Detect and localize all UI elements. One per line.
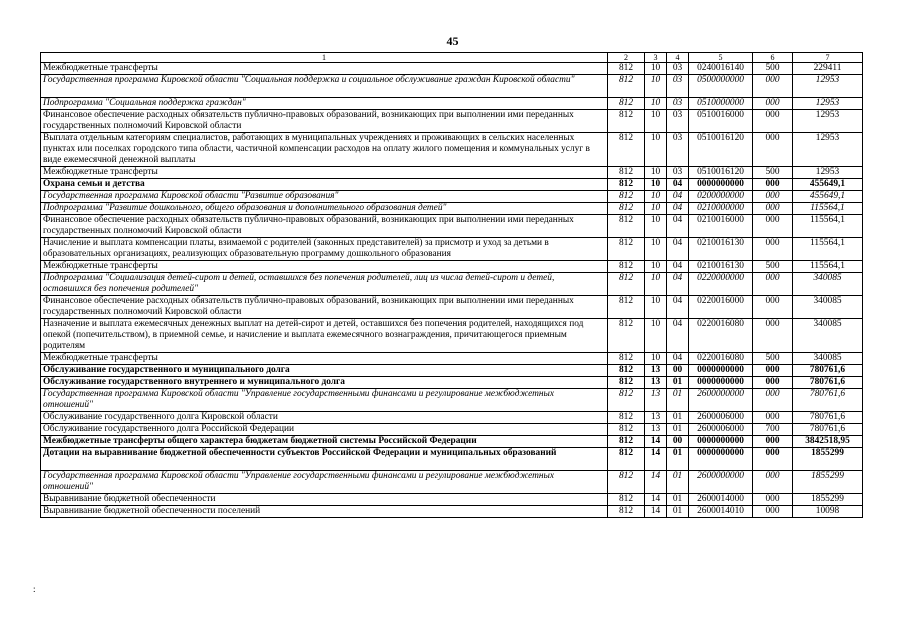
row-name: Подпрограмма "Социализация детей-сирот и детей, оставшихся без попечения родителей, лиц из числа детей-сирот и детей, оставшихся без попечения родителей" — [41, 273, 608, 296]
row-code-subsection: 04 — [667, 261, 689, 273]
row-name: Государственная программа Кировской области "Социальная поддержка и социальное обслуживание граждан Кировской области" — [41, 75, 608, 98]
table-row — [41, 179, 863, 191]
header-col-2: 2 — [608, 53, 645, 63]
row-code-target: 0000000000 — [689, 436, 753, 448]
row-code-target: 0210016000 — [689, 215, 753, 238]
row-code-section: 13 — [645, 424, 667, 436]
header-col-6: 6 — [753, 53, 793, 63]
row-code-subsection: 04 — [667, 273, 689, 296]
row-code-admin: 812 — [608, 238, 645, 261]
row-code-section: 10 — [645, 319, 667, 353]
header-col-3: 3 — [645, 53, 667, 63]
row-amount: 340085 — [793, 319, 863, 353]
row-code-section: 14 — [645, 448, 667, 471]
row-code-target: 2600006000 — [689, 424, 753, 436]
row-code-target: 2600000000 — [689, 389, 753, 412]
row-code-subsection: 01 — [667, 506, 689, 518]
table-row — [41, 63, 863, 75]
row-code-section: 10 — [645, 296, 667, 319]
table-row — [41, 215, 863, 238]
row-code-subsection: 01 — [667, 377, 689, 389]
table-row — [41, 436, 863, 448]
row-code-admin: 812 — [608, 75, 645, 98]
row-code-target: 0210016130 — [689, 261, 753, 273]
row-code-subsection: 00 — [667, 436, 689, 448]
row-code-section: 13 — [645, 377, 667, 389]
row-code-target: 0510016120 — [689, 167, 753, 179]
row-code-subsection: 04 — [667, 215, 689, 238]
row-code-admin: 812 — [608, 377, 645, 389]
row-code-expense-type: 000 — [753, 238, 793, 261]
row-name: Охрана семьи и детства — [41, 179, 608, 191]
row-code-subsection: 03 — [667, 167, 689, 179]
row-code-section: 10 — [645, 98, 667, 110]
row-code-admin: 812 — [608, 98, 645, 110]
row-name: Обслуживание государственного долга Кировской области — [41, 412, 608, 424]
row-name: Подпрограмма "Социальная поддержка граждан" — [41, 98, 608, 110]
table-row — [41, 261, 863, 273]
row-code-subsection: 01 — [667, 494, 689, 506]
table-row — [41, 133, 863, 167]
row-name: Обслуживание государственного внутреннего и муниципального долга — [41, 377, 608, 389]
row-code-expense-type: 000 — [753, 377, 793, 389]
row-code-target: 0240016140 — [689, 63, 753, 75]
page-number: 45 — [446, 34, 459, 48]
row-code-expense-type: 000 — [753, 494, 793, 506]
row-code-section: 10 — [645, 63, 667, 75]
table-row — [41, 203, 863, 215]
table-row — [41, 377, 863, 389]
row-code-admin: 812 — [608, 273, 645, 296]
row-code-subsection: 04 — [667, 203, 689, 215]
row-code-expense-type: 000 — [753, 203, 793, 215]
row-code-admin: 812 — [608, 179, 645, 191]
row-code-section: 13 — [645, 412, 667, 424]
row-amount: 780761,6 — [793, 365, 863, 377]
row-name: Подпрограмма "Развитие дошкольного, общего образования и дополнительного образования детей" — [41, 203, 608, 215]
row-code-target: 0220016080 — [689, 353, 753, 365]
row-code-admin: 812 — [608, 167, 645, 179]
row-code-subsection: 01 — [667, 412, 689, 424]
table-row — [41, 98, 863, 110]
row-name: Выравнивание бюджетной обеспеченности поселений — [41, 506, 608, 518]
row-amount: 10098 — [793, 506, 863, 518]
row-code-subsection: 01 — [667, 471, 689, 494]
row-code-expense-type: 500 — [753, 353, 793, 365]
row-code-expense-type: 500 — [753, 167, 793, 179]
row-code-subsection: 03 — [667, 110, 689, 133]
row-name: Межбюджетные трансферты — [41, 63, 608, 75]
row-name: Межбюджетные трансферты общего характера бюджетам бюджетной системы Российской Федерации — [41, 436, 608, 448]
row-amount: 12953 — [793, 75, 863, 98]
row-code-subsection: 04 — [667, 353, 689, 365]
row-amount: 1855299 — [793, 471, 863, 494]
row-amount: 12953 — [793, 98, 863, 110]
row-code-expense-type: 000 — [753, 179, 793, 191]
row-code-target: 0000000000 — [689, 448, 753, 471]
table-body — [41, 63, 863, 518]
row-code-admin: 812 — [608, 506, 645, 518]
row-code-section: 10 — [645, 203, 667, 215]
row-code-admin: 812 — [608, 424, 645, 436]
row-code-subsection: 01 — [667, 448, 689, 471]
row-code-target: 0510016120 — [689, 133, 753, 167]
row-code-target: 0200000000 — [689, 191, 753, 203]
row-code-subsection: 03 — [667, 98, 689, 110]
row-name: Межбюджетные трансферты — [41, 167, 608, 179]
row-code-subsection: 01 — [667, 389, 689, 412]
row-amount: 115564,1 — [793, 203, 863, 215]
row-name: Назначение и выплата ежемесячных денежных выплат на детей-сирот и детей, оставшихся без попечения родителей, находящихся под опекой (попечительством), в приемной семье, и начисление и выплата ежемесячного вознаграждения, причитающегося приемным родителям — [41, 319, 608, 353]
header-col-7: 7 — [793, 53, 863, 63]
row-code-section: 10 — [645, 133, 667, 167]
table-row — [41, 494, 863, 506]
table-row — [41, 389, 863, 412]
budget-table — [40, 52, 863, 518]
row-code-expense-type: 000 — [753, 110, 793, 133]
row-code-target: 2600014000 — [689, 494, 753, 506]
row-code-expense-type: 700 — [753, 424, 793, 436]
row-code-expense-type: 000 — [753, 412, 793, 424]
row-code-section: 10 — [645, 179, 667, 191]
row-code-section: 14 — [645, 494, 667, 506]
row-name: Выравнивание бюджетной обеспеченности — [41, 494, 608, 506]
row-code-expense-type: 000 — [753, 191, 793, 203]
table-row — [41, 353, 863, 365]
row-name: Финансовое обеспечение расходных обязательств публично-правовых образований, возникающих при выполнении ими переданных государственных полномочий Кировской области — [41, 110, 608, 133]
header-col-1: 1 — [41, 53, 608, 63]
table-row — [41, 365, 863, 377]
row-amount: 780761,6 — [793, 389, 863, 412]
row-code-subsection: 04 — [667, 319, 689, 353]
row-amount: 340085 — [793, 273, 863, 296]
row-code-expense-type: 000 — [753, 273, 793, 296]
row-code-expense-type: 000 — [753, 506, 793, 518]
row-amount: 340085 — [793, 353, 863, 365]
row-code-subsection: 03 — [667, 75, 689, 98]
row-name: Выплата отдельным категориям специалистов, работающих в муниципальных учреждениях и проживающих в сельских населенных пунктах или поселках городского типа области, частичной компенсации расходов на оплату жилого помещения и коммунальных услуг в виде ежемесячной денежной выплаты — [41, 133, 608, 167]
row-code-target: 0000000000 — [689, 365, 753, 377]
row-code-expense-type: 000 — [753, 98, 793, 110]
margin-mark: : — [33, 584, 36, 594]
row-code-section: 10 — [645, 75, 667, 98]
row-amount: 455649,1 — [793, 191, 863, 203]
row-code-target: 0510000000 — [689, 98, 753, 110]
row-code-expense-type: 000 — [753, 436, 793, 448]
row-code-target: 0210000000 — [689, 203, 753, 215]
row-amount: 1855299 — [793, 448, 863, 471]
row-code-admin: 812 — [608, 110, 645, 133]
row-name: Обслуживание государственного долга Российской Федерации — [41, 424, 608, 436]
row-code-section: 10 — [645, 215, 667, 238]
row-code-admin: 812 — [608, 63, 645, 75]
row-code-target: 2600000000 — [689, 471, 753, 494]
row-code-subsection: 01 — [667, 424, 689, 436]
row-code-admin: 812 — [608, 365, 645, 377]
row-code-subsection: 03 — [667, 133, 689, 167]
row-code-admin: 812 — [608, 191, 645, 203]
row-code-subsection: 04 — [667, 296, 689, 319]
row-code-target: 0510016000 — [689, 110, 753, 133]
row-amount: 115564,1 — [793, 238, 863, 261]
row-code-section: 10 — [645, 273, 667, 296]
row-code-expense-type: 000 — [753, 319, 793, 353]
row-code-admin: 812 — [608, 203, 645, 215]
row-amount: 12953 — [793, 133, 863, 167]
row-code-expense-type: 000 — [753, 133, 793, 167]
row-amount: 780761,6 — [793, 377, 863, 389]
row-code-subsection: 00 — [667, 365, 689, 377]
table-row — [41, 412, 863, 424]
row-code-admin: 812 — [608, 494, 645, 506]
table-row — [41, 273, 863, 296]
row-code-expense-type: 500 — [753, 63, 793, 75]
row-name: Государственная программа Кировской области "Управление государственными финансами и регулирование межбюджетных отношений" — [41, 389, 608, 412]
row-code-expense-type: 000 — [753, 215, 793, 238]
row-name: Начисление и выплата компенсации платы, взимаемой с родителей (законных представителей) за присмотр и уход за детьми в образовательных организациях, реализующих образовательную программу дошкольного образования — [41, 238, 608, 261]
row-amount: 780761,6 — [793, 412, 863, 424]
row-code-expense-type: 000 — [753, 296, 793, 319]
row-code-section: 10 — [645, 238, 667, 261]
row-code-expense-type: 000 — [753, 448, 793, 471]
row-amount: 340085 — [793, 296, 863, 319]
row-code-section: 10 — [645, 261, 667, 273]
row-code-section: 14 — [645, 506, 667, 518]
header-col-4: 4 — [667, 53, 689, 63]
row-amount: 780761,6 — [793, 424, 863, 436]
row-code-target: 0220016000 — [689, 296, 753, 319]
row-code-admin: 812 — [608, 319, 645, 353]
table-row — [41, 471, 863, 494]
row-code-admin: 812 — [608, 412, 645, 424]
row-amount: 12953 — [793, 110, 863, 133]
row-code-admin: 812 — [608, 353, 645, 365]
row-name: Финансовое обеспечение расходных обязательств публично-правовых образований, возникающих при выполнении ими переданных государственных полномочий Кировской области — [41, 215, 608, 238]
table-row — [41, 191, 863, 203]
row-code-target: 2600006000 — [689, 412, 753, 424]
row-code-section: 13 — [645, 389, 667, 412]
row-code-admin: 812 — [608, 133, 645, 167]
row-code-target: 0220000000 — [689, 273, 753, 296]
row-name: Обслуживание государственного и муниципального долга — [41, 365, 608, 377]
row-amount: 115564,1 — [793, 261, 863, 273]
row-code-target: 0500000000 — [689, 75, 753, 98]
row-code-expense-type: 000 — [753, 75, 793, 98]
row-code-section: 10 — [645, 191, 667, 203]
table-row — [41, 448, 863, 471]
row-amount: 12953 — [793, 167, 863, 179]
row-name: Государственная программа Кировской области "Развитие образования" — [41, 191, 608, 203]
row-amount: 3842518,95 — [793, 436, 863, 448]
row-code-admin: 812 — [608, 448, 645, 471]
row-code-section: 10 — [645, 110, 667, 133]
row-name: Дотации на выравнивание бюджетной обеспеченности субъектов Российской Федерации и муниципальных образований — [41, 448, 608, 471]
row-code-target: 0000000000 — [689, 179, 753, 191]
row-code-target: 0220016080 — [689, 319, 753, 353]
row-name: Межбюджетные трансферты — [41, 353, 608, 365]
row-code-admin: 812 — [608, 261, 645, 273]
row-code-subsection: 04 — [667, 191, 689, 203]
row-code-expense-type: 000 — [753, 365, 793, 377]
row-amount: 115564,1 — [793, 215, 863, 238]
row-name: Государственная программа Кировской области "Управление государственными финансами и регулирование межбюджетных отношений" — [41, 471, 608, 494]
table-row — [41, 319, 863, 353]
row-code-section: 13 — [645, 365, 667, 377]
header-col-5: 5 — [689, 53, 753, 63]
row-code-subsection: 04 — [667, 238, 689, 261]
row-name: Межбюджетные трансферты — [41, 261, 608, 273]
row-code-subsection: 04 — [667, 179, 689, 191]
table-row — [41, 238, 863, 261]
row-code-section: 14 — [645, 436, 667, 448]
row-code-admin: 812 — [608, 296, 645, 319]
row-code-admin: 812 — [608, 436, 645, 448]
table-row — [41, 167, 863, 179]
table-row — [41, 75, 863, 98]
table-row — [41, 296, 863, 319]
row-code-target: 0000000000 — [689, 377, 753, 389]
row-code-expense-type: 500 — [753, 261, 793, 273]
row-code-admin: 812 — [608, 215, 645, 238]
row-code-admin: 812 — [608, 471, 645, 494]
table-row — [41, 110, 863, 133]
row-name: Финансовое обеспечение расходных обязательств публично-правовых образований, возникающих при выполнении ими переданных государственных полномочий Кировской области — [41, 296, 608, 319]
row-code-expense-type: 000 — [753, 471, 793, 494]
table-header-row — [41, 53, 863, 63]
row-amount: 455649,1 — [793, 179, 863, 191]
table-row — [41, 506, 863, 518]
row-code-target: 0210016130 — [689, 238, 753, 261]
row-code-admin: 812 — [608, 389, 645, 412]
row-amount: 1855299 — [793, 494, 863, 506]
row-code-section: 10 — [645, 353, 667, 365]
row-code-section: 14 — [645, 471, 667, 494]
row-code-expense-type: 000 — [753, 389, 793, 412]
row-code-section: 10 — [645, 167, 667, 179]
table-row — [41, 424, 863, 436]
row-code-target: 2600014010 — [689, 506, 753, 518]
row-amount: 229411 — [793, 63, 863, 75]
row-code-subsection: 03 — [667, 63, 689, 75]
